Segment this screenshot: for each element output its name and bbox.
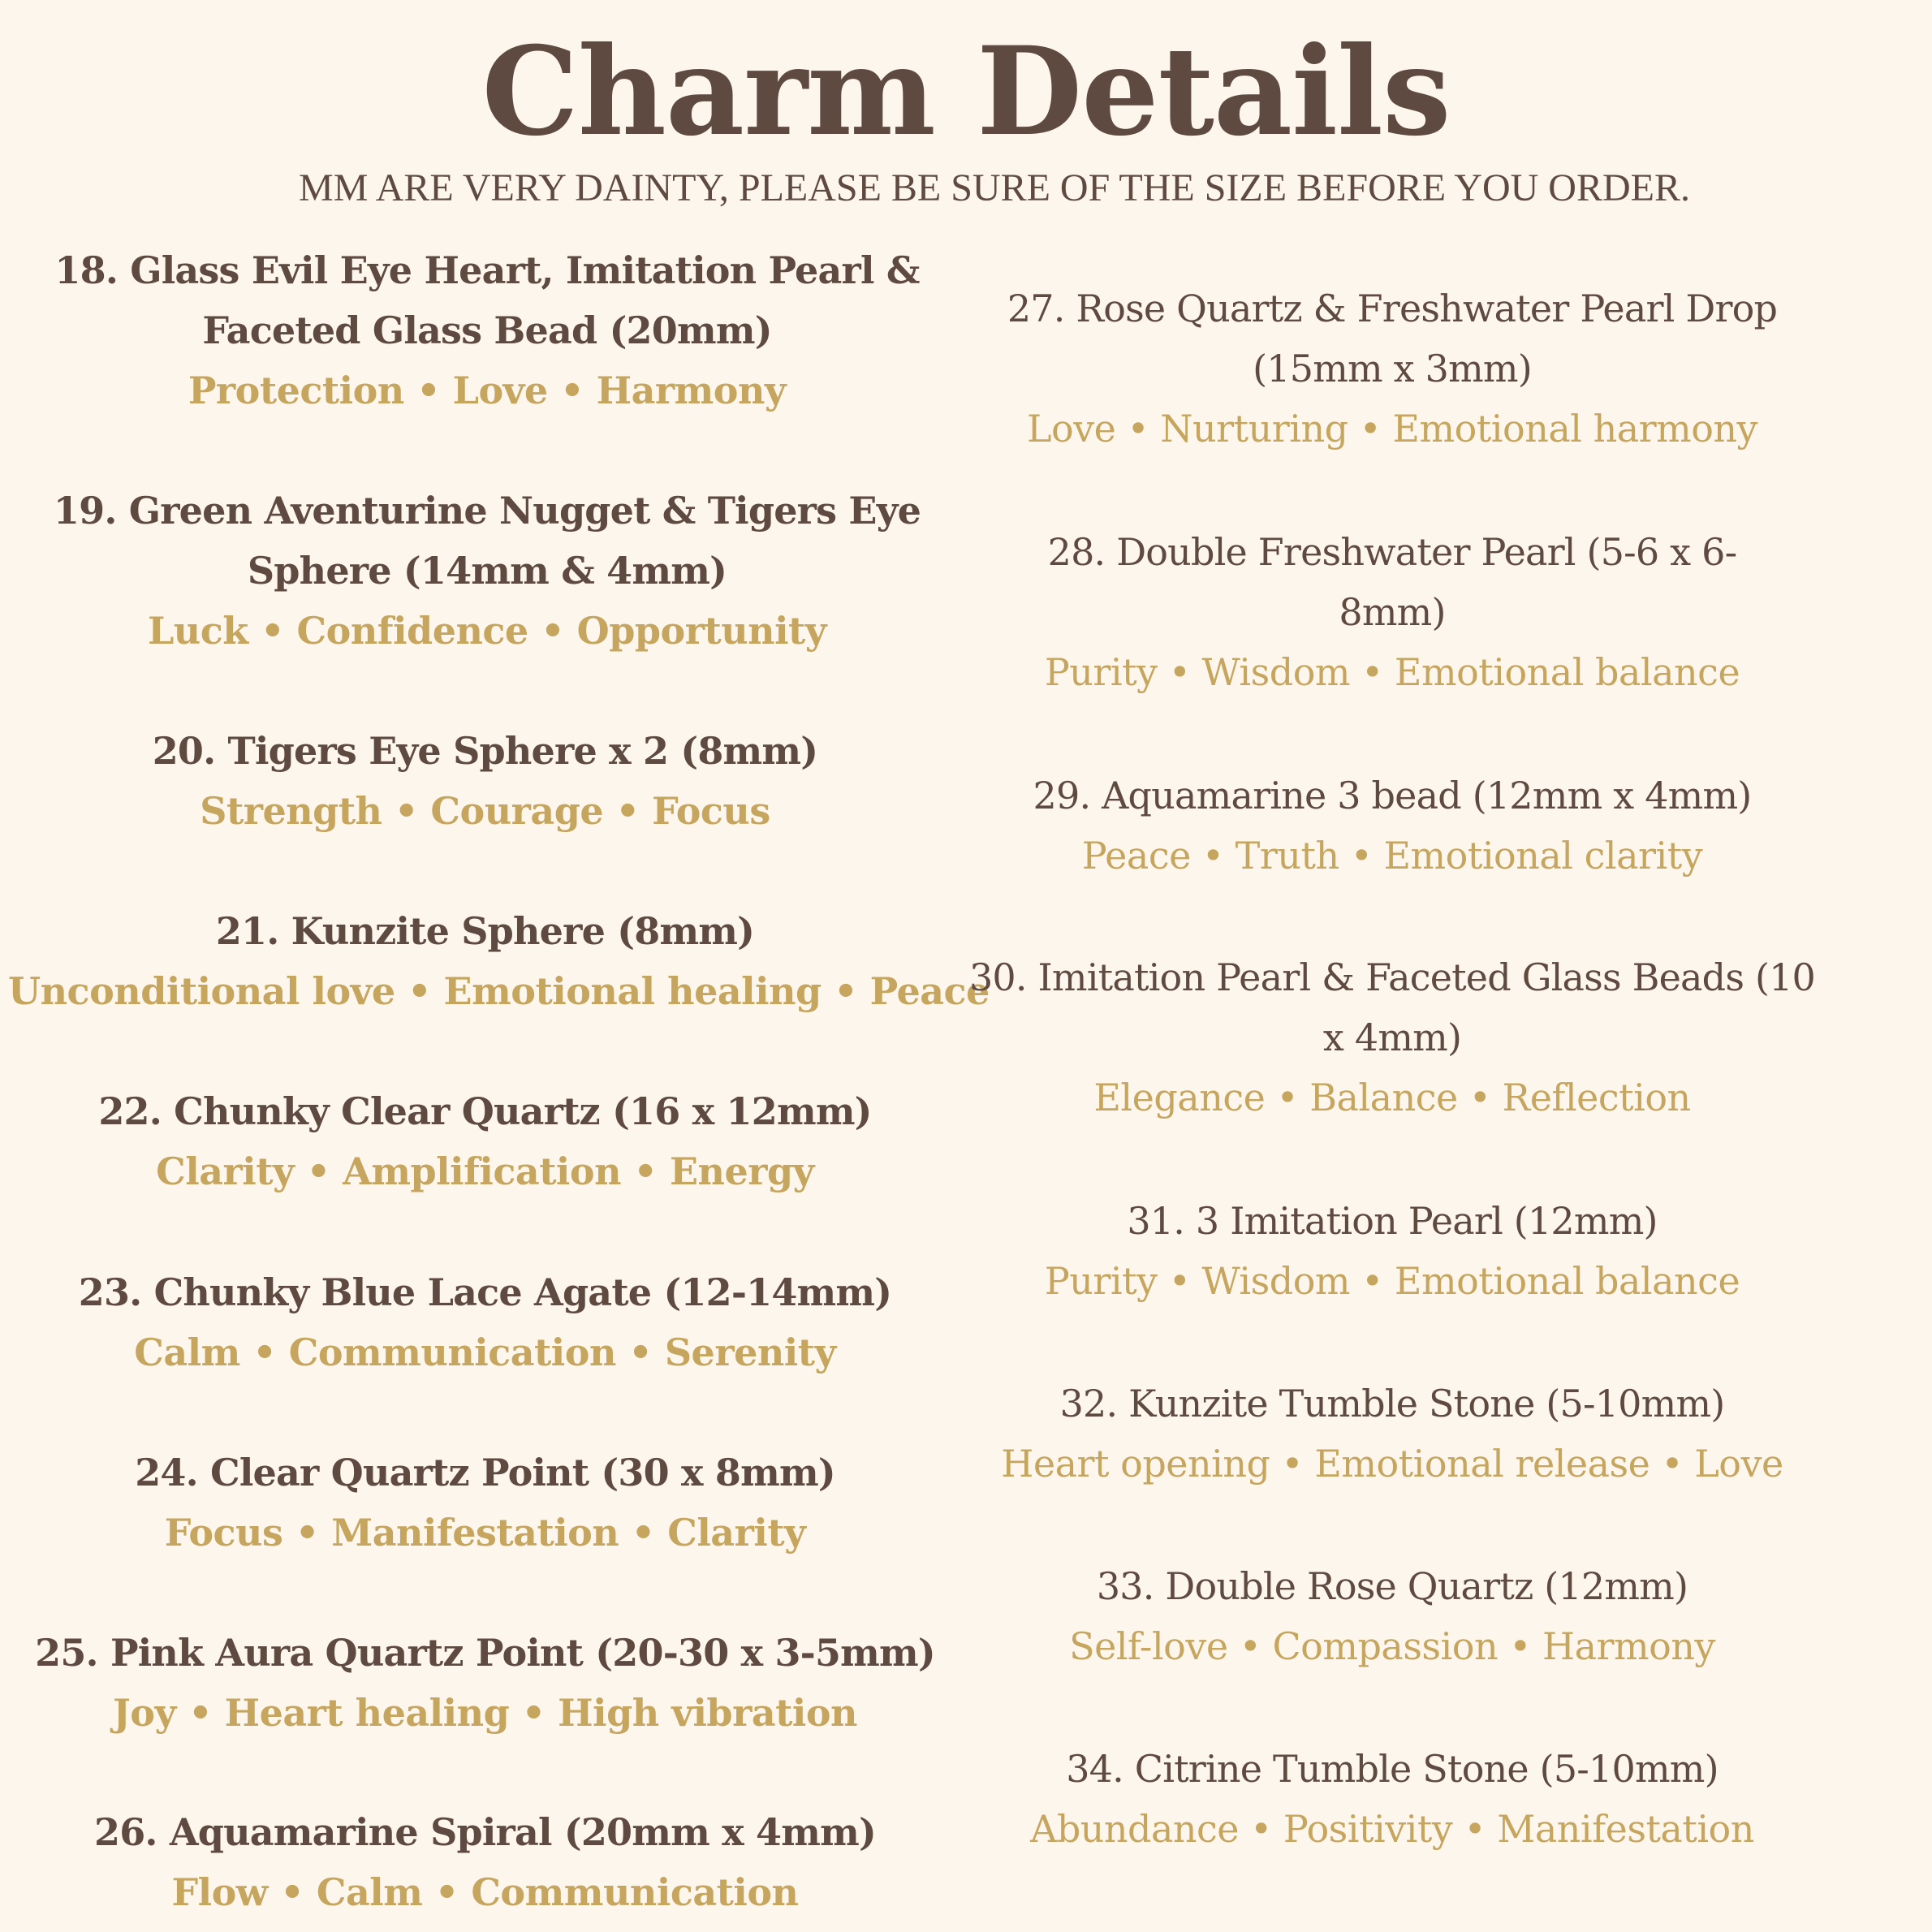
charm-item-18	[37, 240, 938, 420]
charm-traits: Unconditional love • Emotional healing • Peace	[8, 969, 990, 1013]
charm-traits: Focus • Manifestation • Clarity	[164, 1511, 806, 1555]
charm-name: 18. Glass Evil Eye Heart, Imitation Pearl & Faceted Glass Bead (20mm)	[54, 248, 920, 352]
charm-traits: Love • Nurturing • Emotional harmony	[1026, 407, 1758, 451]
charm-item-21	[8, 901, 990, 1021]
charm-item-28	[1003, 522, 1782, 702]
charm-item-31	[962, 1191, 1822, 1311]
charm-traits: Clarity • Amplification • Energy	[156, 1149, 814, 1193]
charm-traits: Joy • Heart healing • High vibration	[113, 1691, 857, 1735]
charm-name: 20. Tigers Eye Sphere x 2 (8mm)	[152, 729, 818, 773]
charm-name: 33. Double Rose Quartz (12mm)	[1096, 1564, 1688, 1608]
charm-name: 31. 3 Imitation Pearl (12mm)	[1127, 1199, 1658, 1243]
charm-name: 28. Double Freshwater Pearl (5-6 x 6-8mm)	[1047, 530, 1737, 634]
charm-item-19	[37, 481, 938, 661]
charm-item-34	[962, 1739, 1822, 1859]
charm-traits: Elegance • Balance • Reflection	[1093, 1076, 1691, 1119]
charm-traits: Self-love • Compassion • Harmony	[1069, 1624, 1715, 1668]
charm-name: 30. Imitation Pearl & Faceted Glass Beads (10 x 4mm)	[968, 955, 1816, 1059]
charm-name: 27. Rose Quartz & Freshwater Pearl Drop (15mm x 3mm)	[1007, 287, 1778, 390]
charm-name: 34. Citrine Tumble Stone (5-10mm)	[1066, 1747, 1719, 1791]
charm-traits: Luck • Confidence • Opportunity	[147, 609, 827, 653]
charm-name: 24. Clear Quartz Point (30 x 8mm)	[135, 1451, 835, 1494]
size-warning: MM ARE VERY DAINTY, PLEASE BE SURE OF THE SIZE BEFORE YOU ORDER.	[299, 166, 1690, 209]
charm-traits: Calm • Communication • Serenity	[134, 1330, 836, 1374]
charm-item-27	[962, 278, 1822, 459]
charm-name: 25. Pink Aura Quartz Point (20-30 x 3-5mm)	[35, 1631, 935, 1675]
charm-item-33	[962, 1556, 1822, 1676]
charm-item-22	[8, 1081, 962, 1201]
charm-traits: Peace • Truth • Emotional clarity	[1081, 834, 1703, 878]
charm-name: 21. Kunzite Sphere (8mm)	[215, 909, 755, 953]
charm-item-24	[8, 1443, 962, 1563]
charm-traits: Purity • Wisdom • Emotional balance	[1044, 1259, 1740, 1303]
charm-name: 26. Aquamarine Spiral (20mm x 4mm)	[94, 1810, 876, 1854]
charm-item-23	[8, 1262, 962, 1382]
charm-traits: Strength • Courage • Focus	[200, 789, 770, 833]
charm-traits: Purity • Wisdom • Emotional balance	[1044, 650, 1740, 694]
charm-item-32	[962, 1374, 1822, 1494]
charm-traits: Abundance • Positivity • Manifestation	[1030, 1807, 1754, 1851]
charm-name: 22. Chunky Clear Quartz (16 x 12mm)	[98, 1089, 872, 1133]
charm-item-25	[8, 1623, 962, 1743]
charm-item-30	[962, 947, 1822, 1128]
charm-item-26	[8, 1802, 962, 1922]
charm-traits: Flow • Calm • Communication	[171, 1870, 799, 1914]
charm-traits: Heart opening • Emotional release • Love	[1001, 1442, 1783, 1486]
charm-item-20	[8, 721, 962, 841]
page-title: Charm Details	[481, 20, 1451, 163]
charm-name: 23. Chunky Blue Lace Agate (12-14mm)	[78, 1270, 892, 1314]
charm-traits: Protection • Love • Harmony	[188, 369, 787, 412]
charm-name: 32. Kunzite Tumble Stone (5-10mm)	[1059, 1382, 1725, 1425]
charm-name: 19. Green Aventurine Nugget & Tigers Eye Sphere (14mm & 4mm)	[53, 489, 921, 593]
charm-name: 29. Aquamarine 3 bead (12mm x 4mm)	[1033, 774, 1752, 817]
charm-item-29	[962, 765, 1822, 886]
